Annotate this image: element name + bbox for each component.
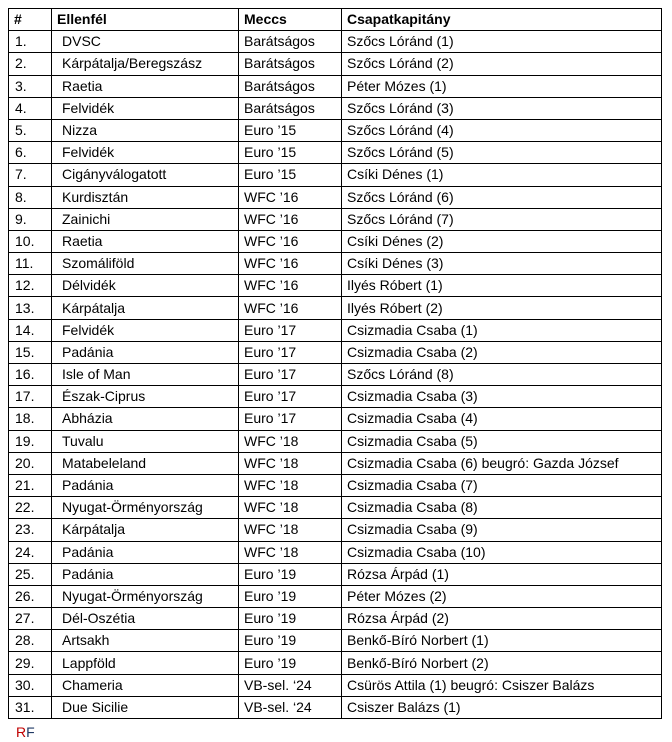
table-body	[9, 31, 662, 719]
cell-match: Euro ’17	[239, 386, 342, 408]
cell-number: 13.	[9, 297, 52, 319]
cell-number: 2.	[9, 53, 52, 75]
cell-number: 20.	[9, 452, 52, 474]
table-row	[9, 208, 662, 230]
cell-captain: Csürös Attila (1) beugró: Csiszer Balázs	[342, 674, 662, 696]
table-row	[9, 297, 662, 319]
cell-captain: Péter Mózes (2)	[342, 585, 662, 607]
cell-opponent: Kárpátalja/Beregszász	[52, 53, 239, 75]
cell-match: WFC ’18	[239, 519, 342, 541]
cell-match: Euro ’19	[239, 585, 342, 607]
cell-opponent: Dél-Oszétia	[52, 608, 239, 630]
header-number: #	[9, 9, 52, 31]
cell-number: 29.	[9, 652, 52, 674]
cell-opponent: Isle of Man	[52, 364, 239, 386]
cell-captain: Csíki Dénes (1)	[342, 164, 662, 186]
cell-number: 6.	[9, 142, 52, 164]
cell-opponent: Matabeleland	[52, 452, 239, 474]
table-row	[9, 585, 662, 607]
cell-number: 14.	[9, 319, 52, 341]
cell-captain: Csizmadia Csaba (8)	[342, 497, 662, 519]
cell-opponent: Padánia	[52, 474, 239, 496]
cell-captain: Szőcs Lóránd (4)	[342, 119, 662, 141]
cell-number: 23.	[9, 519, 52, 541]
cell-number: 17.	[9, 386, 52, 408]
cell-captain: Csiszer Balázs (1)	[342, 696, 662, 718]
cell-match: WFC ’16	[239, 297, 342, 319]
table-row	[9, 164, 662, 186]
cell-match: Barátságos	[239, 75, 342, 97]
cell-number: 8.	[9, 186, 52, 208]
cell-match: Euro ’19	[239, 630, 342, 652]
cell-match: Euro ’15	[239, 119, 342, 141]
table-row	[9, 474, 662, 496]
cell-captain: Csizmadia Csaba (2)	[342, 341, 662, 363]
cell-match: WFC ’16	[239, 275, 342, 297]
table-row	[9, 408, 662, 430]
cell-match: WFC ’16	[239, 253, 342, 275]
cell-number: 5.	[9, 119, 52, 141]
cell-opponent: Nizza	[52, 119, 239, 141]
cell-captain: Csizmadia Csaba (6) beugró: Gazda József	[342, 452, 662, 474]
cell-opponent: Chameria	[52, 674, 239, 696]
cell-opponent: Kurdisztán	[52, 186, 239, 208]
cell-captain: Ilyés Róbert (2)	[342, 297, 662, 319]
cell-number: 4.	[9, 97, 52, 119]
cell-opponent: Észak-Ciprus	[52, 386, 239, 408]
cell-match: Euro ’19	[239, 608, 342, 630]
cell-match: Euro ’17	[239, 341, 342, 363]
cell-number: 24.	[9, 541, 52, 563]
table-row	[9, 563, 662, 585]
cell-opponent: Raetia	[52, 230, 239, 252]
cell-match: Barátságos	[239, 97, 342, 119]
cell-number: 30.	[9, 674, 52, 696]
cell-captain: Szőcs Lóránd (6)	[342, 186, 662, 208]
cell-opponent: Nyugat-Örményország	[52, 497, 239, 519]
table-row	[9, 230, 662, 252]
cell-match: WFC ’18	[239, 430, 342, 452]
table-row	[9, 319, 662, 341]
cell-opponent: Raetia	[52, 75, 239, 97]
table-row	[9, 364, 662, 386]
cell-opponent: Nyugat-Örményország	[52, 585, 239, 607]
table-row	[9, 497, 662, 519]
cell-opponent: Tuvalu	[52, 430, 239, 452]
cell-captain: Szőcs Lóránd (3)	[342, 97, 662, 119]
cell-opponent: Artsakh	[52, 630, 239, 652]
cell-match: Euro ’17	[239, 408, 342, 430]
table-row	[9, 31, 662, 53]
cell-opponent: Felvidék	[52, 142, 239, 164]
cell-number: 27.	[9, 608, 52, 630]
cell-opponent: Délvidék	[52, 275, 239, 297]
table-row	[9, 541, 662, 563]
cell-opponent: Kárpátalja	[52, 519, 239, 541]
table-row	[9, 275, 662, 297]
cell-number: 28.	[9, 630, 52, 652]
cell-number: 25.	[9, 563, 52, 585]
cell-match: Barátságos	[239, 53, 342, 75]
cell-captain: Szőcs Lóránd (5)	[342, 142, 662, 164]
cell-captain: Benkő-Bíró Norbert (2)	[342, 652, 662, 674]
cell-captain: Csíki Dénes (2)	[342, 230, 662, 252]
table-row	[9, 430, 662, 452]
cell-match: Euro ’19	[239, 563, 342, 585]
cell-captain: Péter Mózes (1)	[342, 75, 662, 97]
cell-captain: Csizmadia Csaba (5)	[342, 430, 662, 452]
footer-initial-f: F	[26, 724, 35, 740]
footer-initials	[16, 724, 35, 740]
cell-number: 3.	[9, 75, 52, 97]
cell-number: 11.	[9, 253, 52, 275]
cell-match: VB-sel. ‘24	[239, 696, 342, 718]
cell-captain: Csizmadia Csaba (7)	[342, 474, 662, 496]
cell-opponent: Cigányválogatott	[52, 164, 239, 186]
cell-number: 19.	[9, 430, 52, 452]
table-row	[9, 186, 662, 208]
footer-initial-r: R	[16, 724, 27, 740]
cell-captain: Rózsa Árpád (1)	[342, 563, 662, 585]
cell-opponent: Padánia	[52, 563, 239, 585]
cell-captain: Csizmadia Csaba (1)	[342, 319, 662, 341]
table-row	[9, 119, 662, 141]
cell-captain: Csíki Dénes (3)	[342, 253, 662, 275]
cell-match: Barátságos	[239, 31, 342, 53]
cell-captain: Csizmadia Csaba (9)	[342, 519, 662, 541]
cell-captain: Szőcs Lóránd (1)	[342, 31, 662, 53]
cell-opponent: Padánia	[52, 341, 239, 363]
table-row	[9, 674, 662, 696]
cell-number: 12.	[9, 275, 52, 297]
table-row	[9, 142, 662, 164]
cell-captain: Ilyés Róbert (1)	[342, 275, 662, 297]
cell-number: 22.	[9, 497, 52, 519]
table-row	[9, 341, 662, 363]
table-row	[9, 386, 662, 408]
table-row	[9, 452, 662, 474]
cell-captain: Benkő-Bíró Norbert (1)	[342, 630, 662, 652]
table-row	[9, 696, 662, 718]
cell-match: Euro ’15	[239, 142, 342, 164]
cell-opponent: Kárpátalja	[52, 297, 239, 319]
cell-match: Euro ’15	[239, 164, 342, 186]
cell-number: 21.	[9, 474, 52, 496]
header-captain: Csapatkapitány	[342, 9, 662, 31]
cell-match: WFC ’18	[239, 541, 342, 563]
cell-captain: Csizmadia Csaba (4)	[342, 408, 662, 430]
header-row	[9, 9, 662, 31]
table-row	[9, 519, 662, 541]
cell-match: Euro ’17	[239, 319, 342, 341]
cell-captain: Szőcs Lóránd (7)	[342, 208, 662, 230]
cell-match: WFC ’16	[239, 208, 342, 230]
table-row	[9, 97, 662, 119]
cell-number: 31.	[9, 696, 52, 718]
cell-match: VB-sel. ‘24	[239, 674, 342, 696]
cell-number: 10.	[9, 230, 52, 252]
header-match: Meccs	[239, 9, 342, 31]
cell-captain: Csizmadia Csaba (3)	[342, 386, 662, 408]
table-row	[9, 53, 662, 75]
cell-opponent: Zainichi	[52, 208, 239, 230]
cell-opponent: DVSC	[52, 31, 239, 53]
cell-opponent: Abházia	[52, 408, 239, 430]
cell-match: Euro ’17	[239, 364, 342, 386]
header-opponent: Ellenfél	[52, 9, 239, 31]
table-row	[9, 608, 662, 630]
cell-match: WFC ’16	[239, 186, 342, 208]
cell-match: Euro ’19	[239, 652, 342, 674]
cell-match: WFC ’18	[239, 474, 342, 496]
captains-table	[8, 8, 662, 719]
cell-opponent: Lappföld	[52, 652, 239, 674]
cell-number: 15.	[9, 341, 52, 363]
cell-opponent: Szomáliföld	[52, 253, 239, 275]
cell-match: WFC ’18	[239, 497, 342, 519]
cell-match: WFC ’18	[239, 452, 342, 474]
cell-captain: Rózsa Árpád (2)	[342, 608, 662, 630]
cell-captain: Szőcs Lóránd (8)	[342, 364, 662, 386]
cell-captain: Csizmadia Csaba (10)	[342, 541, 662, 563]
table-row	[9, 253, 662, 275]
cell-match: WFC ’16	[239, 230, 342, 252]
table-row	[9, 630, 662, 652]
cell-number: 9.	[9, 208, 52, 230]
table-row	[9, 75, 662, 97]
cell-opponent: Padánia	[52, 541, 239, 563]
cell-number: 16.	[9, 364, 52, 386]
cell-number: 18.	[9, 408, 52, 430]
table-row	[9, 652, 662, 674]
cell-number: 26.	[9, 585, 52, 607]
cell-opponent: Felvidék	[52, 97, 239, 119]
cell-opponent: Felvidék	[52, 319, 239, 341]
cell-opponent: Due Sicilie	[52, 696, 239, 718]
cell-number: 1.	[9, 31, 52, 53]
cell-number: 7.	[9, 164, 52, 186]
cell-captain: Szőcs Lóránd (2)	[342, 53, 662, 75]
